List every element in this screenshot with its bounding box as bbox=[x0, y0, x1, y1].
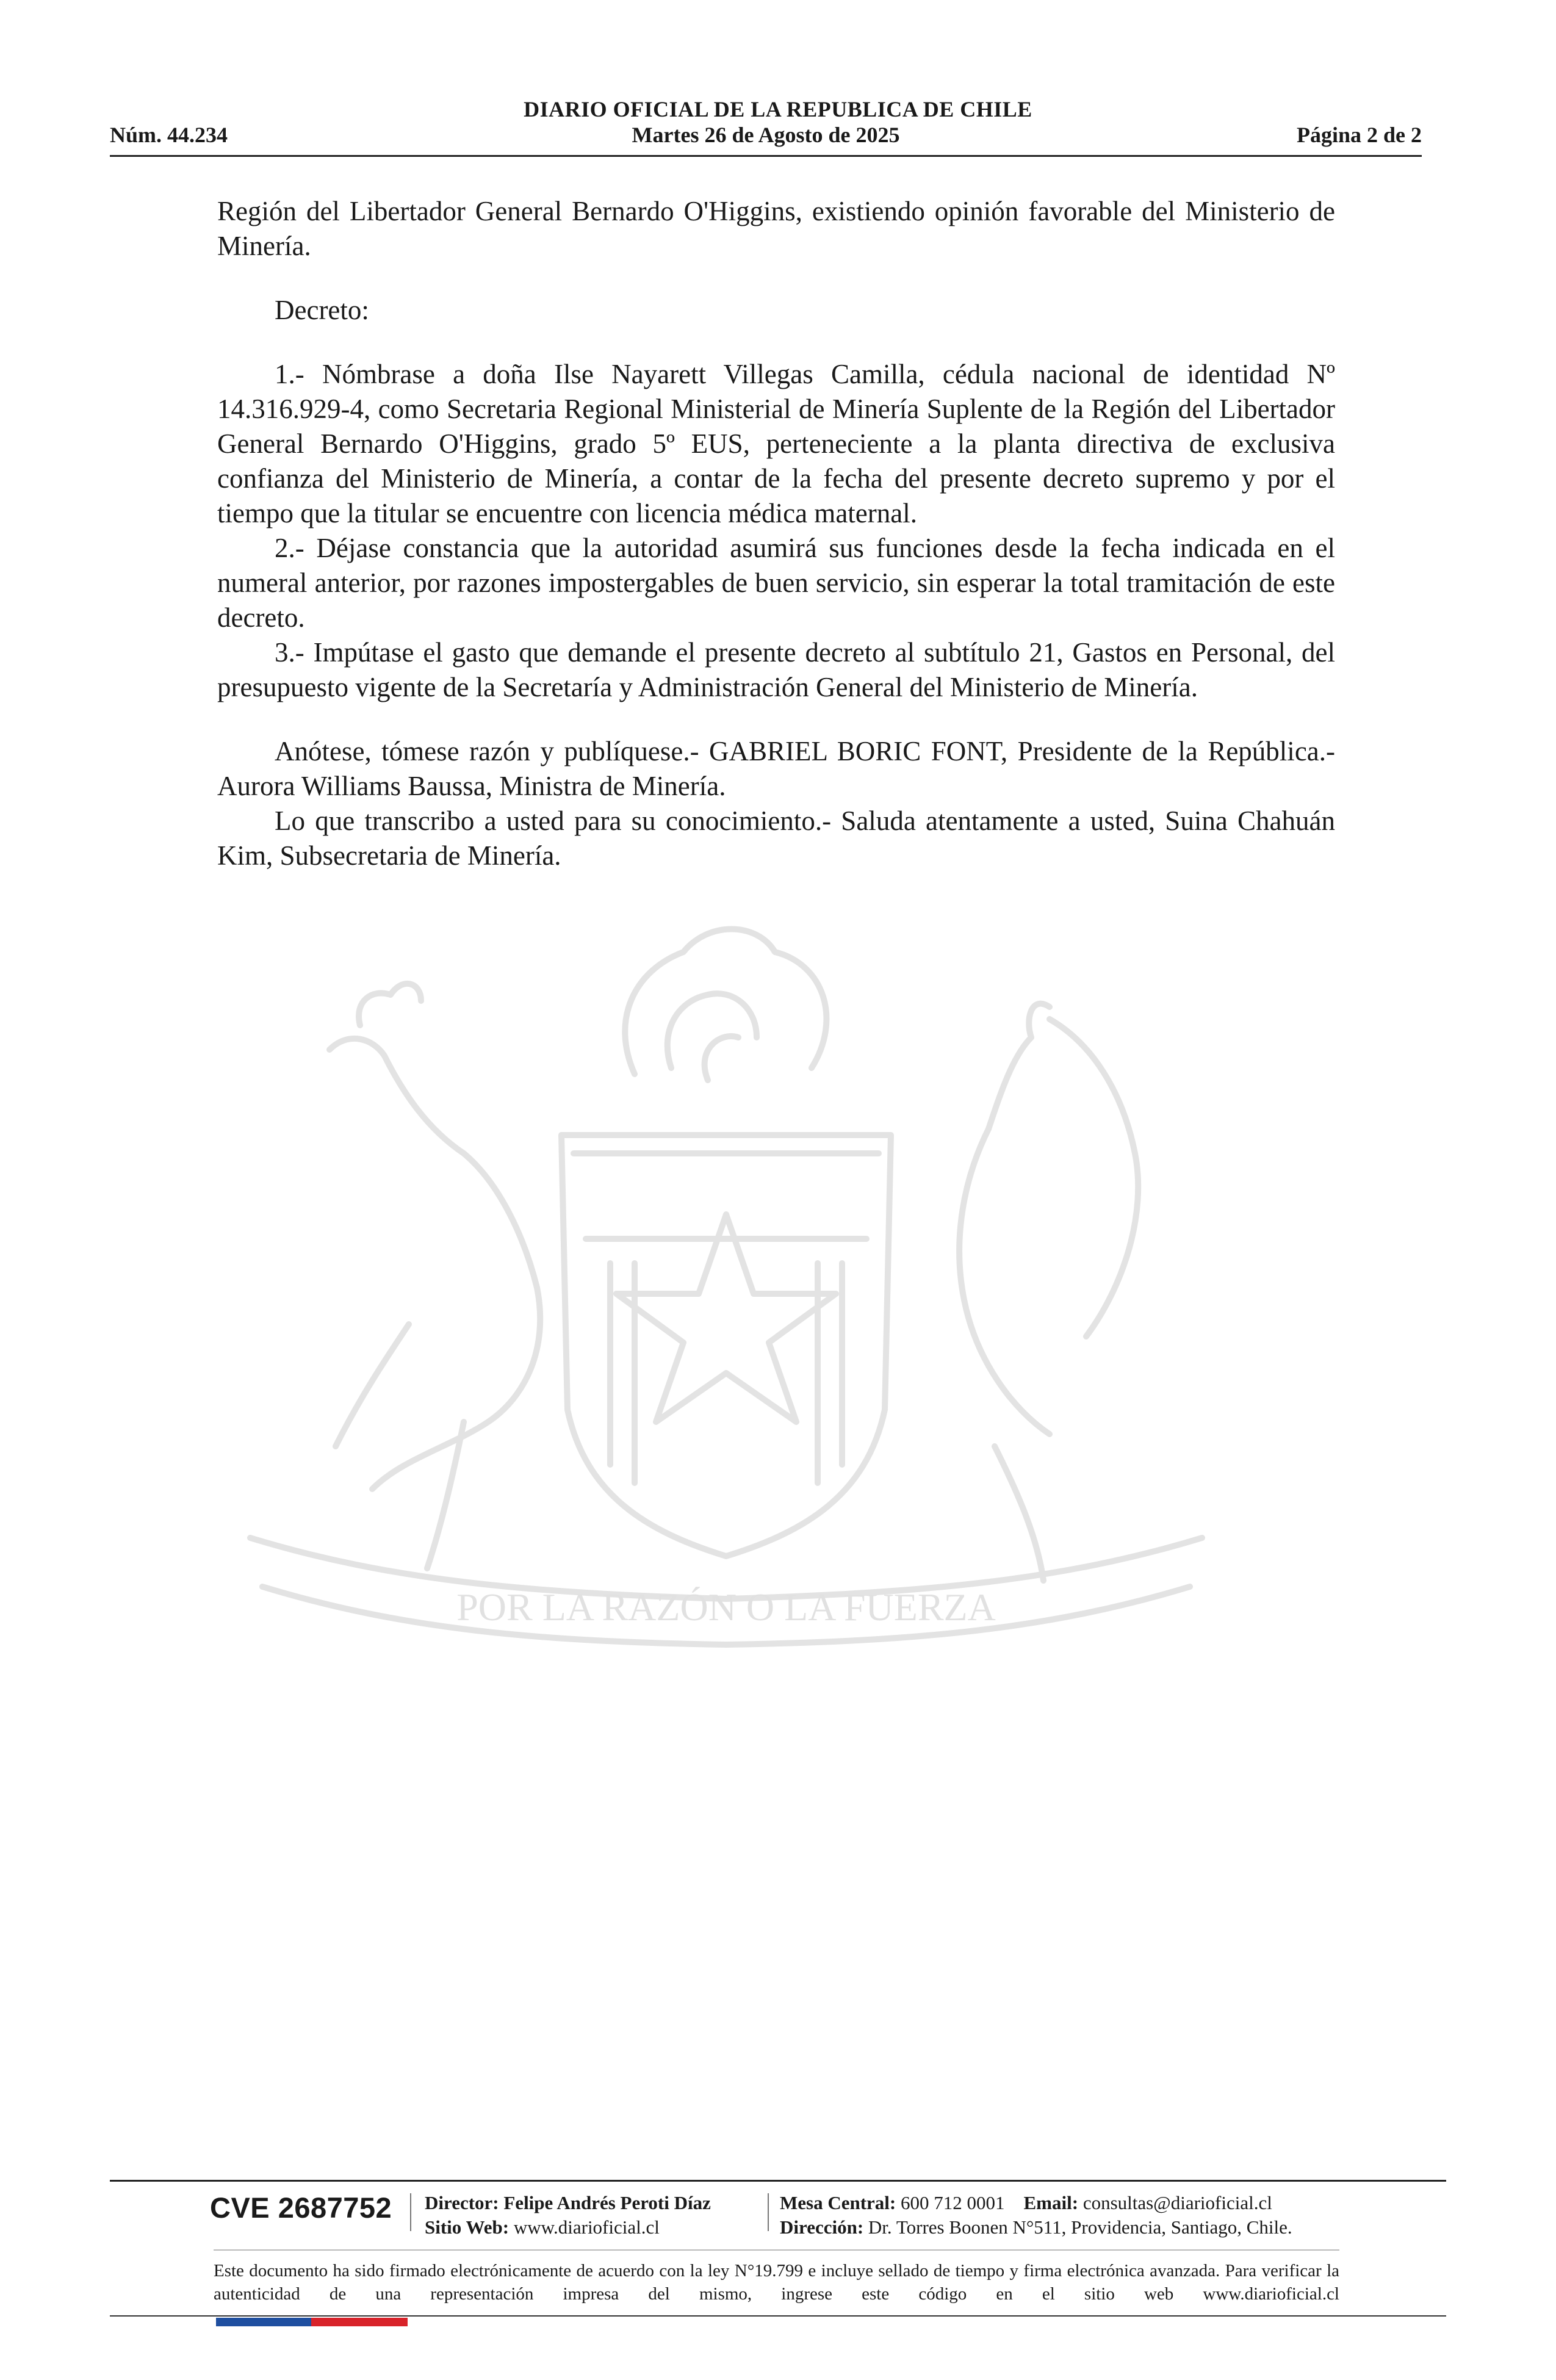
footer-contact-block bbox=[780, 2191, 1292, 2240]
decree-item-1: 1.- Nómbrase a doña Ilse Nayarett Villegas Camilla, cédula nacional de identidad Nº 14.316.929-4, como Secretaria Regional Ministerial de Minería Suplente de la Región del Libertador General Bernardo O'Higgins, grado 5º EUS, perteneciente a la planta directiva de exclusiva confianza del Ministerio de Minería, a contar de la fecha del presente decreto supremo y por el tiempo que la titular se encuentre con licencia médica maternal. bbox=[217, 359, 1335, 528]
flag-stripe-red bbox=[311, 2318, 408, 2326]
director-label: Director: bbox=[425, 2192, 499, 2213]
header-row bbox=[110, 122, 1422, 150]
page-indicator: Página 2 de 2 bbox=[1296, 123, 1422, 147]
email-label: Email: bbox=[1023, 2192, 1079, 2213]
newspaper-title: DIARIO OFICIAL DE LA REPUBLICA DE CHILE bbox=[524, 97, 1032, 121]
closing-signatures: Anótese, tómese razón y publíquese.- GABRIEL BORIC FONT, Presidente de la República.- Aurora Williams Baussa, Ministra de Minería. bbox=[217, 736, 1335, 801]
website-link[interactable]: www.diarioficial.cl bbox=[513, 2216, 660, 2238]
cve-code: CVE 2687752 bbox=[210, 2191, 392, 2224]
motto-text: POR LA RAZÓN O LA FUERZA bbox=[456, 1585, 996, 1629]
issue-number: Núm. 44.234 bbox=[110, 123, 228, 147]
closing-transcription: Lo que transcribo a usted para su conocimiento.- Saluda atentamente a usted, Suina Chahuán Kim, Subsecretaria de Minería. bbox=[217, 806, 1335, 871]
footer-separator bbox=[410, 2193, 411, 2231]
decree-item-3: 3.- Impútase el gasto que demande el presente decreto al subtítulo 21, Gastos en Personal, del presupuesto vigente de la Secretaría y Administración General del Ministerio de Minería. bbox=[217, 637, 1335, 702]
header-divider bbox=[110, 155, 1422, 157]
address-value: Dr. Torres Boonen N°511, Providencia, Santiago, Chile. bbox=[868, 2216, 1292, 2238]
footer-separator bbox=[768, 2193, 769, 2231]
footer-divider-bottom bbox=[110, 2315, 1446, 2317]
issue-date: Martes 26 de Agosto de 2025 bbox=[632, 123, 900, 147]
mesa-phone: 600 712 0001 bbox=[901, 2192, 1005, 2213]
decree-item-2: 2.- Déjase constancia que la autoridad asumirá sus funciones desde la fecha indicada en el numeral anterior, por razones impostergables de buen servicio, sin esperar la total tramitación de este decreto. bbox=[217, 533, 1335, 633]
address-label: Dirección: bbox=[780, 2216, 864, 2238]
footer-director-block bbox=[425, 2191, 711, 2240]
website-label: Sitio Web: bbox=[425, 2216, 510, 2238]
flag-stripe-blue bbox=[216, 2318, 311, 2326]
footer-divider-mid bbox=[214, 2249, 1339, 2251]
footer-divider-top bbox=[110, 2180, 1446, 2182]
director-name: Felipe Andrés Peroti Díaz bbox=[503, 2192, 711, 2213]
document-body bbox=[217, 194, 1335, 873]
mesa-label: Mesa Central: bbox=[780, 2192, 896, 2213]
decree-heading: Decreto: bbox=[275, 295, 369, 325]
intro-paragraph: Región del Libertador General Bernardo O'Higgins, existiendo opinión favorable del Ministerio de Minería. bbox=[217, 196, 1335, 261]
electronic-signature-note: Este documento ha sido firmado electrónicamente de acuerdo con la ley N°19.799 e incluye sellado de tiempo y firma electrónica avanzada. Para verificar la autenticidad de una representación impresa del mismo, ingrese este código en el sitio web www.diarioficial.cl bbox=[214, 2261, 1339, 2304]
coat-of-arms-watermark bbox=[207, 897, 1245, 1666]
email-link[interactable]: consultas@diarioficial.cl bbox=[1082, 2192, 1272, 2213]
